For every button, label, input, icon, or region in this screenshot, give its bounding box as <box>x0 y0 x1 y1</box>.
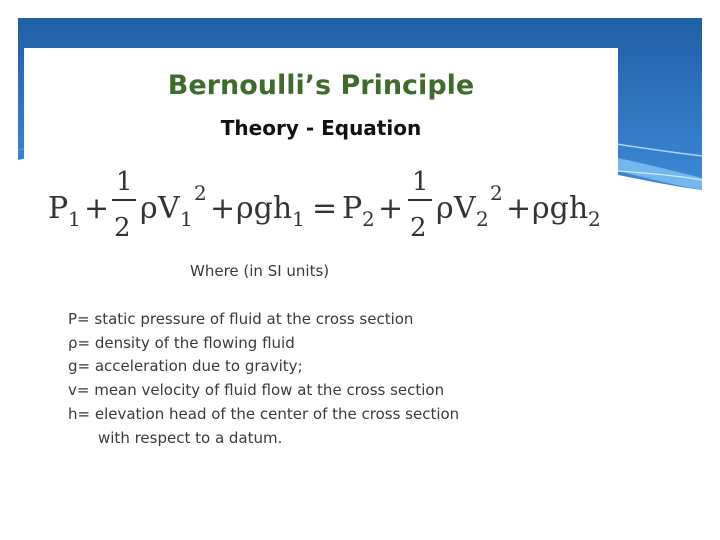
slide-subtitle: Theory - Equation <box>220 116 422 140</box>
eq-plus-2: + <box>210 191 236 226</box>
eq-p2: P <box>342 191 363 226</box>
eq-v1: V <box>158 191 180 226</box>
where-label: Where (in SI units) <box>190 262 330 280</box>
definition-velocity: v= mean velocity of fluid flow at the cross section <box>68 381 445 399</box>
eq-equals: = <box>312 191 338 226</box>
slide-title: Bernoulli’s Principle <box>167 70 475 101</box>
definition-elevation-cont: with respect to a datum. <box>98 429 283 447</box>
definition-gravity: g= acceleration due to gravity; <box>68 357 303 375</box>
eq-v2-squared: 2 <box>490 181 503 205</box>
eq-rhogh-2: ρgh <box>532 191 589 226</box>
bernoulli-equation <box>44 166 604 242</box>
eq-v2-sub: 2 <box>476 207 489 231</box>
eq-rho-1: ρ <box>140 191 158 226</box>
eq-plus-1: + <box>84 191 110 226</box>
definition-elevation: h= elevation head of the center of the cross section <box>68 405 460 423</box>
eq-half-den-2: 2 <box>410 213 427 242</box>
eq-rho-2: ρ <box>436 191 454 226</box>
eq-plus-3: + <box>378 191 404 226</box>
eq-v2: V <box>454 191 476 226</box>
eq-plus-4: + <box>506 191 532 226</box>
eq-rhogh1-sub: 1 <box>292 207 305 231</box>
eq-v1-squared: 2 <box>194 181 207 205</box>
eq-half-den-1: 2 <box>114 213 131 242</box>
eq-rhogh2-sub: 2 <box>588 207 601 231</box>
eq-p1-sub: 1 <box>68 207 81 231</box>
eq-v1-sub: 1 <box>180 207 193 231</box>
definition-density: ρ= density of the flowing fluid <box>68 334 295 352</box>
eq-half-num-2: 1 <box>412 167 429 197</box>
eq-p1: P <box>48 191 69 226</box>
definition-pressure: P= static pressure of fluid at the cross section <box>68 310 414 328</box>
eq-rhogh-1: ρgh <box>236 191 293 226</box>
eq-half-num-1: 1 <box>116 167 133 197</box>
eq-p2-sub: 2 <box>362 207 375 231</box>
